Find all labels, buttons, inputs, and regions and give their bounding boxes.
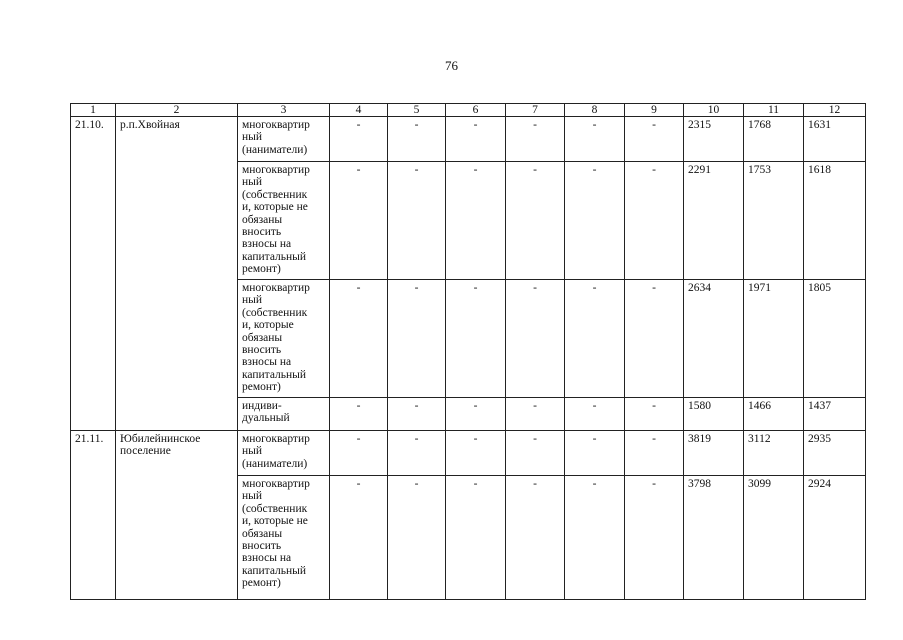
column-header: 11 bbox=[744, 104, 804, 117]
table-cell: - bbox=[565, 431, 625, 476]
table-cell: - bbox=[330, 280, 388, 398]
table-cell: - bbox=[625, 398, 684, 431]
settlement-name: р.п.Хвойная bbox=[116, 117, 238, 431]
housing-type-label: многоквартир ный (наниматели) bbox=[242, 433, 310, 470]
housing-type bbox=[238, 280, 330, 398]
table-cell: - bbox=[565, 117, 625, 162]
housing-type bbox=[238, 431, 330, 476]
table-cell: - bbox=[625, 117, 684, 162]
table-cell: 3099 bbox=[744, 476, 804, 600]
housing-type-label: многоквартир ный (собственник и, которые не обязаны вносить взносы на капитальный ремонт) bbox=[242, 164, 310, 276]
table-cell: - bbox=[388, 162, 446, 280]
column-header: 12 bbox=[804, 104, 866, 117]
table-cell: 3112 bbox=[744, 431, 804, 476]
table-cell: - bbox=[506, 476, 565, 600]
section-code: 21.11. bbox=[71, 431, 116, 600]
housing-type bbox=[238, 117, 330, 162]
table-cell: 1618 bbox=[804, 162, 866, 280]
table-cell: - bbox=[506, 398, 565, 431]
column-header: 4 bbox=[330, 104, 388, 117]
table-cell: - bbox=[506, 117, 565, 162]
section-code: 21.10. bbox=[71, 117, 116, 431]
table-cell: 1631 bbox=[804, 117, 866, 162]
housing-type-label: многоквартир ный (собственник и, которые обязаны вносить взносы на капитальный ремонт) bbox=[242, 282, 310, 394]
table-cell: - bbox=[388, 431, 446, 476]
table-cell: - bbox=[330, 431, 388, 476]
settlement-name: Юбилейнинское поселение bbox=[116, 431, 238, 600]
housing-type-label: многоквартир ный (наниматели) bbox=[242, 119, 310, 156]
table-cell: - bbox=[506, 162, 565, 280]
table-cell: - bbox=[388, 476, 446, 600]
table-cell: - bbox=[625, 162, 684, 280]
table-row bbox=[71, 431, 866, 476]
table-cell: - bbox=[506, 280, 565, 398]
table-cell: - bbox=[330, 117, 388, 162]
column-header: 2 bbox=[116, 104, 238, 117]
table-cell: - bbox=[388, 280, 446, 398]
table-cell: 2634 bbox=[684, 280, 744, 398]
table-cell: 1805 bbox=[804, 280, 866, 398]
table-cell: - bbox=[625, 476, 684, 600]
table-cell: - bbox=[330, 476, 388, 600]
table-cell: 1753 bbox=[744, 162, 804, 280]
table-cell: - bbox=[446, 162, 506, 280]
table-cell: 1768 bbox=[744, 117, 804, 162]
table-cell: - bbox=[565, 476, 625, 600]
table-cell: 1971 bbox=[744, 280, 804, 398]
table-cell: - bbox=[330, 162, 388, 280]
column-header: 3 bbox=[238, 104, 330, 117]
table-cell: 3819 bbox=[684, 431, 744, 476]
housing-type bbox=[238, 162, 330, 280]
table-cell: - bbox=[330, 398, 388, 431]
table-cell: - bbox=[565, 162, 625, 280]
table-cell: 2291 bbox=[684, 162, 744, 280]
table-cell: - bbox=[446, 398, 506, 431]
table-cell: 2315 bbox=[684, 117, 744, 162]
column-header: 7 bbox=[506, 104, 565, 117]
housing-type-label: многоквартир ный (собственник и, которые не обязаны вносить взносы на капитальный ремонт) bbox=[242, 478, 310, 590]
column-header: 8 bbox=[565, 104, 625, 117]
table-cell: 1580 bbox=[684, 398, 744, 431]
table-cell: 1466 bbox=[744, 398, 804, 431]
housing-type bbox=[238, 398, 330, 431]
table-cell: - bbox=[446, 117, 506, 162]
tariff-table bbox=[70, 103, 866, 600]
table-cell: 2935 bbox=[804, 431, 866, 476]
column-header: 5 bbox=[388, 104, 446, 117]
table-row bbox=[71, 117, 866, 162]
table-cell: - bbox=[388, 398, 446, 431]
column-header: 6 bbox=[446, 104, 506, 117]
table-cell: 2924 bbox=[804, 476, 866, 600]
table-cell: - bbox=[446, 280, 506, 398]
table-cell: - bbox=[446, 431, 506, 476]
column-header: 10 bbox=[684, 104, 744, 117]
column-header: 1 bbox=[71, 104, 116, 117]
table-cell: - bbox=[565, 398, 625, 431]
table-cell: - bbox=[565, 280, 625, 398]
housing-type-label: индиви- дуальный bbox=[242, 400, 290, 425]
table-cell: 1437 bbox=[804, 398, 866, 431]
table-cell: - bbox=[446, 476, 506, 600]
table-cell: - bbox=[388, 117, 446, 162]
housing-type bbox=[238, 476, 330, 600]
table-cell: 3798 bbox=[684, 476, 744, 600]
header-row bbox=[71, 104, 866, 117]
table-cell: - bbox=[625, 431, 684, 476]
table-cell: - bbox=[506, 431, 565, 476]
page-number: 76 bbox=[445, 58, 458, 73]
table-cell: - bbox=[625, 280, 684, 398]
column-header: 9 bbox=[625, 104, 684, 117]
